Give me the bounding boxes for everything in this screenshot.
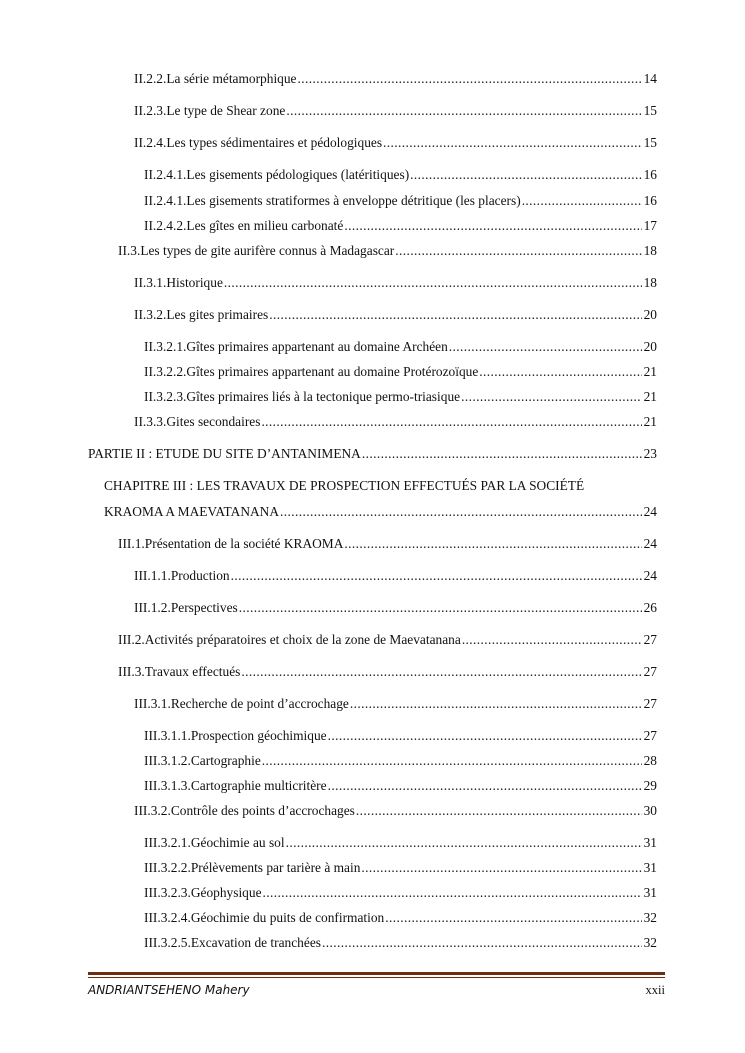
toc-entry-text: Prélèvements par tarière à main (190, 860, 361, 875)
toc-entry-number: II.3.2.1. (144, 339, 187, 354)
toc-entry-text: Géophysique (190, 885, 262, 900)
toc-entry-text: PARTIE II : ETUDE DU SITE D’ANTANIMENA (88, 446, 361, 461)
toc-entry[interactable] (134, 135, 657, 151)
toc-entry-text: Les types sédimentaires et pédologiques (166, 135, 383, 150)
toc-entry-page: 24 (643, 568, 657, 583)
toc-entry-number: III.2. (118, 632, 145, 647)
toc-entry-number: II.3.2.3. (144, 389, 187, 404)
toc-leader-dots (286, 103, 641, 119)
toc-entry-text: KRAOMA A MAEVATANANA (104, 504, 280, 519)
toc-entry-number: III.1.1. (134, 568, 171, 583)
toc-entry[interactable] (144, 935, 657, 951)
toc-leader-dots (239, 600, 642, 616)
toc-entry[interactable] (134, 103, 657, 119)
toc-entry-page: 32 (643, 910, 657, 925)
toc-entry[interactable] (134, 803, 657, 819)
toc-entry[interactable] (144, 728, 657, 744)
toc-entry-page: 18 (643, 243, 657, 258)
toc-entry-text: La série métamorphique (166, 71, 297, 86)
toc-entry-page: 14 (643, 71, 657, 86)
toc-entry-number: III.3. (118, 664, 145, 679)
toc-entry[interactable] (144, 167, 657, 183)
toc-entry[interactable] (134, 568, 657, 584)
toc-entry-text: Les gîtes en milieu carbonaté (186, 218, 344, 233)
toc-entry-number: III.1. (118, 536, 145, 551)
toc-entry-number: II.2.4.1. (144, 167, 187, 182)
footer-author: ANDRIANTSEHENO Mahery (88, 983, 250, 997)
toc-leader-dots (385, 910, 641, 926)
toc-entry-page: 15 (643, 103, 657, 118)
footer-rule-thick (88, 972, 665, 975)
toc-entry-number: III.3.1. (134, 696, 171, 711)
toc-entry-page: 21 (643, 364, 657, 379)
toc-entry-text: Les gisements stratiformes à enveloppe détritique (les placers) (186, 193, 521, 208)
toc-entry-page: 27 (643, 728, 657, 743)
toc-entry-number: II.3.1. (134, 275, 167, 290)
toc-entry[interactable] (144, 885, 657, 901)
toc-leader-dots (263, 885, 642, 901)
toc-entry[interactable] (134, 71, 657, 87)
toc-entry-page: 20 (643, 307, 657, 322)
toc-leader-dots (241, 664, 641, 680)
toc-leader-dots (280, 504, 642, 520)
toc-entry-text: Gîtes primaires appartenant au domaine Protérozoïque (186, 364, 479, 379)
toc-entry-text: Les gites primaires (166, 307, 269, 322)
toc-entry-number: II.3.2.2. (144, 364, 187, 379)
toc-entry[interactable] (144, 860, 657, 876)
footer-rule-thin (88, 977, 665, 978)
toc-entry-number: III.3.1.2. (144, 753, 191, 768)
toc-entry-text: Contrôle des points d’accrochages (170, 803, 355, 818)
toc-leader-dots (328, 778, 642, 794)
toc-leader-dots (356, 803, 642, 819)
toc-leader-dots (286, 835, 642, 851)
toc-entry-text: Perspectives (170, 600, 238, 615)
toc-entry[interactable] (144, 193, 657, 209)
toc-entry-page: 15 (643, 135, 657, 150)
toc-leader-dots (461, 389, 642, 405)
toc-entry[interactable] (134, 307, 657, 323)
toc-leader-dots (328, 728, 642, 744)
toc-entry-page: 16 (643, 167, 657, 182)
toc-entry[interactable] (134, 275, 657, 291)
toc-entry-text: Cartographie (190, 753, 261, 768)
toc-entry-page: 18 (643, 275, 657, 290)
toc-leader-dots (261, 414, 641, 430)
toc-leader-dots (269, 307, 641, 323)
toc-leader-dots (231, 568, 642, 584)
toc-entry-text: Géochimie au sol (190, 835, 285, 850)
toc-entry[interactable] (118, 536, 657, 552)
toc-entry-page: 27 (643, 632, 657, 647)
toc-entry-number: II.3.2. (134, 307, 167, 322)
toc-entry-page: 31 (643, 835, 657, 850)
toc-entry-text: Les types de gite aurifère connus à Madagascar (140, 243, 395, 258)
toc-entry[interactable] (144, 339, 657, 355)
toc-entry-text: Le type de Shear zone (166, 103, 286, 118)
toc-entry[interactable] (144, 835, 657, 851)
toc-entry-number: II.2.2. (134, 71, 167, 86)
toc-entry-number: III.3.1.3. (144, 778, 191, 793)
toc-leader-dots (479, 364, 641, 380)
toc-entry-page: 30 (643, 803, 657, 818)
toc-entry-page: 26 (643, 600, 657, 615)
toc-entry[interactable] (144, 389, 657, 405)
toc-entry-text: Gîtes primaires liés à la tectonique permo-triasique (186, 389, 461, 404)
toc-leader-dots (344, 536, 641, 552)
toc-entry-text: Présentation de la société KRAOMA (144, 536, 344, 551)
toc-entry[interactable] (144, 753, 657, 769)
toc-leader-dots (362, 446, 642, 462)
toc-entry-number: II.2.4.2. (144, 218, 187, 233)
toc-entry-text: Production (170, 568, 230, 583)
toc-entry[interactable] (144, 218, 657, 234)
toc-entry[interactable] (144, 778, 657, 794)
toc-entry-part[interactable] (88, 446, 657, 462)
toc-entry-page: 31 (643, 885, 657, 900)
toc-entry-number: III.3.2.4. (144, 910, 191, 925)
toc-leader-dots (361, 860, 641, 876)
toc-entry-number: III.3.1.1. (144, 728, 191, 743)
toc-chapter-title-line1[interactable]: CHAPITRE III : LES TRAVAUX DE PROSPECTION EFFECTUÉS PAR LA SOCIÉTÉ (104, 478, 585, 493)
toc-entry-number: III.1.2. (134, 600, 171, 615)
toc-entry-page: 32 (643, 935, 657, 950)
toc-leader-dots (224, 275, 642, 291)
toc-leader-dots (344, 218, 641, 234)
toc-entry[interactable] (144, 910, 657, 926)
toc-leader-dots (298, 71, 642, 87)
toc-leader-dots (410, 167, 641, 183)
toc-entry-chapter[interactable] (104, 504, 657, 520)
toc-entry-page: 24 (643, 536, 657, 551)
toc-entry-page: 21 (643, 389, 657, 404)
toc-leader-dots (522, 193, 642, 209)
toc-entry-page: 28 (643, 753, 657, 768)
toc-entry-number: II.2.4.1. (144, 193, 187, 208)
toc-entry[interactable] (134, 600, 657, 616)
toc-leader-dots (383, 135, 642, 151)
toc-entry[interactable] (118, 632, 657, 648)
toc-entry-page: 16 (643, 193, 657, 208)
toc-entry-number: II.3.3. (134, 414, 167, 429)
toc-entry-page: 17 (643, 218, 657, 233)
toc-entry-text: Historique (166, 275, 223, 290)
toc-leader-dots (350, 696, 642, 712)
toc-entry-page: 23 (643, 446, 657, 461)
toc-entry[interactable] (118, 664, 657, 680)
toc-entry-page: 24 (643, 504, 657, 519)
toc-entry-number: II.2.4. (134, 135, 167, 150)
toc-entry-page: 29 (643, 778, 657, 793)
toc-entry-page: 21 (643, 414, 657, 429)
toc-entry-text: Cartographie multicritère (190, 778, 327, 793)
toc-entry-number: III.3.2. (134, 803, 171, 818)
toc-entry-page: 27 (643, 696, 657, 711)
toc-entry-text: Gites secondaires (166, 414, 261, 429)
toc-entry-page: 20 (643, 339, 657, 354)
toc-entry-text: Les gisements pédologiques (latéritiques) (186, 167, 410, 182)
toc-leader-dots (395, 243, 641, 259)
toc-entry[interactable] (134, 414, 657, 430)
toc-entry-number: III.3.2.1. (144, 835, 191, 850)
toc-leader-dots (262, 753, 642, 769)
toc-leader-dots (322, 935, 642, 951)
toc-entry-text: Prospection géochimique (190, 728, 327, 743)
toc-entry-number: III.3.2.3. (144, 885, 191, 900)
toc-leader-dots (462, 632, 642, 648)
toc-entry[interactable] (118, 243, 657, 259)
toc-entry-text: Géochimie du puits de confirmation (190, 910, 385, 925)
toc-entry[interactable] (144, 364, 657, 380)
toc-entry-text: Gîtes primaires appartenant au domaine Archéen (186, 339, 448, 354)
toc-entry-text: Activités préparatoires et choix de la zone de Maevatanana (144, 632, 461, 647)
toc-entry-page: 31 (643, 860, 657, 875)
footer-page-number: xxii (645, 983, 665, 997)
toc-entry-number: III.3.2.2. (144, 860, 191, 875)
toc-entry-number: III.3.2.5. (144, 935, 191, 950)
toc-entry-number: II.2.3. (134, 103, 167, 118)
toc-entry-text: Excavation de tranchées (190, 935, 321, 950)
toc-entry-text: Travaux effectués (144, 664, 241, 679)
toc-entry-number: II.3. (118, 243, 141, 258)
toc-entry-page: 27 (643, 664, 657, 679)
toc-leader-dots (449, 339, 642, 355)
toc-entry[interactable] (134, 696, 657, 712)
toc-entry-text: Recherche de point d’accrochage (170, 696, 349, 711)
